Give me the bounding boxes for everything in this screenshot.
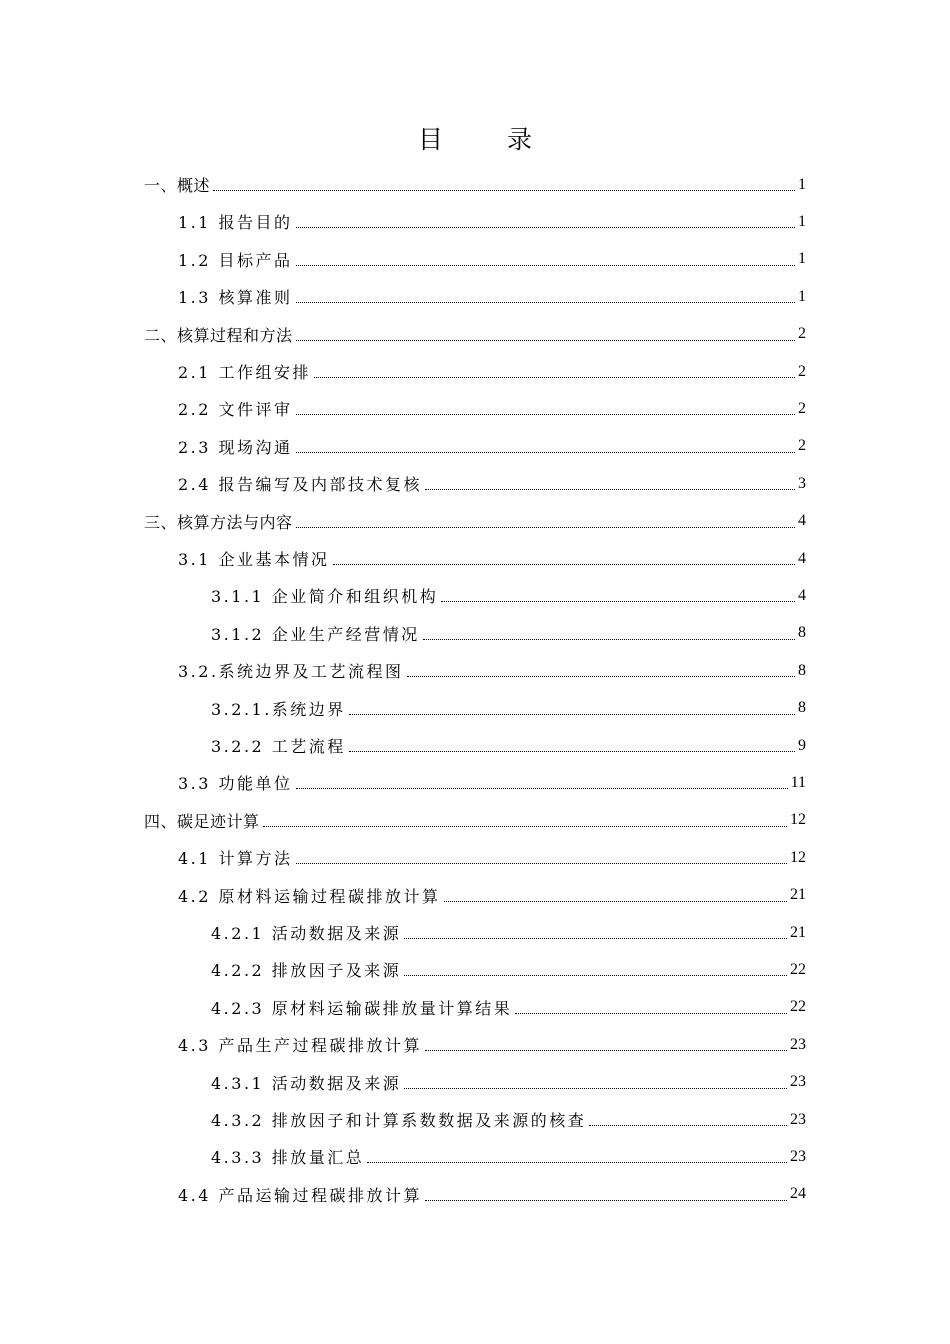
toc-entry-page-number: 23 [790,1035,806,1053]
toc-entry-label: 3.2.系统边界及工艺流程图 [178,662,404,682]
dot-leader [314,377,795,378]
toc-entry[interactable] [178,877,806,914]
toc-entry-label: 一、概述 [144,176,211,195]
toc-entry[interactable] [178,540,806,577]
toc-entry[interactable] [178,764,806,801]
toc-entry[interactable] [211,727,806,764]
dot-leader [423,639,795,640]
toc-entry[interactable] [178,1176,806,1213]
toc-entry-label: 4.3.2 排放因子和计算系数数据及来源的核查 [211,1111,587,1130]
toc-entry-page-number: 3 [798,474,806,492]
toc-entry[interactable] [178,278,806,315]
toc-entry-page-number: 21 [790,923,806,941]
toc-entry-page-number: 2 [798,325,806,343]
toc-entry-page-number: 11 [790,773,806,791]
dot-leader [425,1200,787,1201]
toc-entry-page-number: 2 [798,399,806,417]
toc-entry-page-number: 1 [798,287,806,305]
dot-leader [296,788,788,789]
dot-leader [333,564,795,565]
toc-entry[interactable] [178,465,806,502]
toc-entry-label: 3.1.2 企业生产经营情况 [211,624,420,644]
toc-entry-page-number: 22 [790,960,806,978]
dot-leader [349,714,795,715]
toc-entry-page-number: 1 [798,175,806,193]
toc-entry-page-number: 8 [798,661,806,679]
dot-leader [404,1088,787,1089]
toc-entry[interactable] [211,1101,806,1138]
dot-leader [296,452,795,453]
toc-entry-label: 2.4 报告编写及内部技术复核 [178,475,423,495]
toc-entry-page-number: 24 [790,1185,806,1203]
dot-leader [296,340,795,341]
toc-title: 目 录 [418,125,560,154]
toc-entry[interactable] [144,166,806,203]
toc-entry-label: 3.2.2 工艺流程 [211,737,346,756]
toc-entry-page-number: 12 [790,811,806,829]
toc-entry-label: 4.2 原材料运输过程碳排放计算 [178,886,441,906]
toc-entry-label: 三、核算方法与内容 [144,512,293,532]
toc-entry-page-number: 23 [790,1073,806,1091]
toc-entry-page-number: 2 [798,362,806,380]
toc-entry-page-number: 9 [798,736,806,754]
toc-entry-page-number: 4 [798,549,806,567]
toc-entry[interactable] [211,1064,806,1101]
toc-entry-label: 4.2.1 活动数据及来源 [211,924,402,943]
toc-entry-page-number: 21 [790,886,806,904]
toc-entry-label: 4.3.3 排放量汇总 [211,1148,365,1168]
toc-entry[interactable] [178,839,806,876]
dot-leader [296,265,795,266]
dot-leader [263,826,787,827]
dot-leader [407,676,795,677]
toc-entry-page-number: 1 [798,212,806,230]
toc-entry[interactable] [178,241,806,278]
dot-leader [425,489,795,490]
toc-entry-page-number: 1 [798,250,806,268]
toc-entry[interactable] [178,203,806,240]
dot-leader [296,863,787,864]
toc-entry[interactable] [211,914,806,951]
toc-entry[interactable] [144,316,806,353]
toc-entry[interactable] [178,353,806,390]
toc-entry-label: 2.3 现场沟通 [178,437,293,457]
dot-leader [296,527,795,528]
toc-entry[interactable] [211,615,806,652]
toc-entry-page-number: 4 [798,512,806,530]
dot-leader [404,938,787,939]
toc-entry-page-number: 8 [798,624,806,642]
toc-entry-page-number: 4 [798,586,806,604]
dot-leader [589,1125,787,1126]
toc-entry-page-number: 2 [798,437,806,455]
toc-entry[interactable] [211,577,806,614]
toc-entry-page-number: 22 [790,998,806,1016]
toc-entry[interactable] [144,503,806,540]
dot-leader [367,1162,787,1163]
toc-entry-label: 1.1 报告目的 [178,213,293,233]
dot-leader [296,414,795,415]
toc-entry[interactable] [144,802,806,839]
dot-leader [441,601,795,602]
toc-entry-label: 4.3 产品生产过程碳排放计算 [178,1036,423,1056]
toc-entry-label: 4.3.1 活动数据及来源 [211,1073,402,1093]
toc-entry-label: 四、碳足迹计算 [144,811,260,831]
toc-entry-label: 2.1 工作组安排 [178,363,312,382]
dot-leader [349,751,795,752]
dot-leader [425,1050,787,1051]
toc-entry-label: 3.1 企业基本情况 [178,550,330,569]
toc-entry[interactable] [178,1026,806,1063]
toc-entry[interactable] [178,652,806,689]
toc-entry-label: 3.2.1.系统边界 [211,699,346,719]
dot-leader [515,1013,787,1014]
toc-entry-label: 1.2 目标产品 [178,250,293,270]
toc-entry-label: 二、核算过程和方法 [144,325,293,345]
toc-entry[interactable] [211,1138,806,1175]
dot-leader [444,901,787,902]
toc-entry-page-number: 23 [790,1110,806,1128]
toc-entry-page-number: 12 [790,848,806,866]
dot-leader [296,227,795,228]
toc-entry[interactable] [211,690,806,727]
dot-leader [296,302,795,303]
toc-entry-label: 3.1.1 企业简介和组织机构 [211,587,439,607]
toc-entry[interactable] [178,428,806,465]
toc-entry-label: 4.1 计算方法 [178,849,293,869]
toc-entry-label: 4.2.2 排放因子及来源 [211,961,402,981]
toc-entry-label: 1.3 核算准则 [178,288,293,308]
toc-entry-label: 2.2 文件评审 [178,400,293,420]
toc-entry-page-number: 8 [798,699,806,717]
toc-entry-page-number: 23 [790,1147,806,1165]
toc-entry-label: 4.2.3 原材料运输碳排放量计算结果 [211,998,513,1018]
toc-entry-label: 3.3 功能单位 [178,774,293,794]
toc-entry[interactable] [211,989,806,1026]
toc-entry[interactable] [178,390,806,427]
toc-entry[interactable] [211,951,806,988]
dot-leader [404,975,787,976]
toc-entry-label: 4.4 产品运输过程碳排放计算 [178,1185,423,1205]
dot-leader [213,190,795,191]
